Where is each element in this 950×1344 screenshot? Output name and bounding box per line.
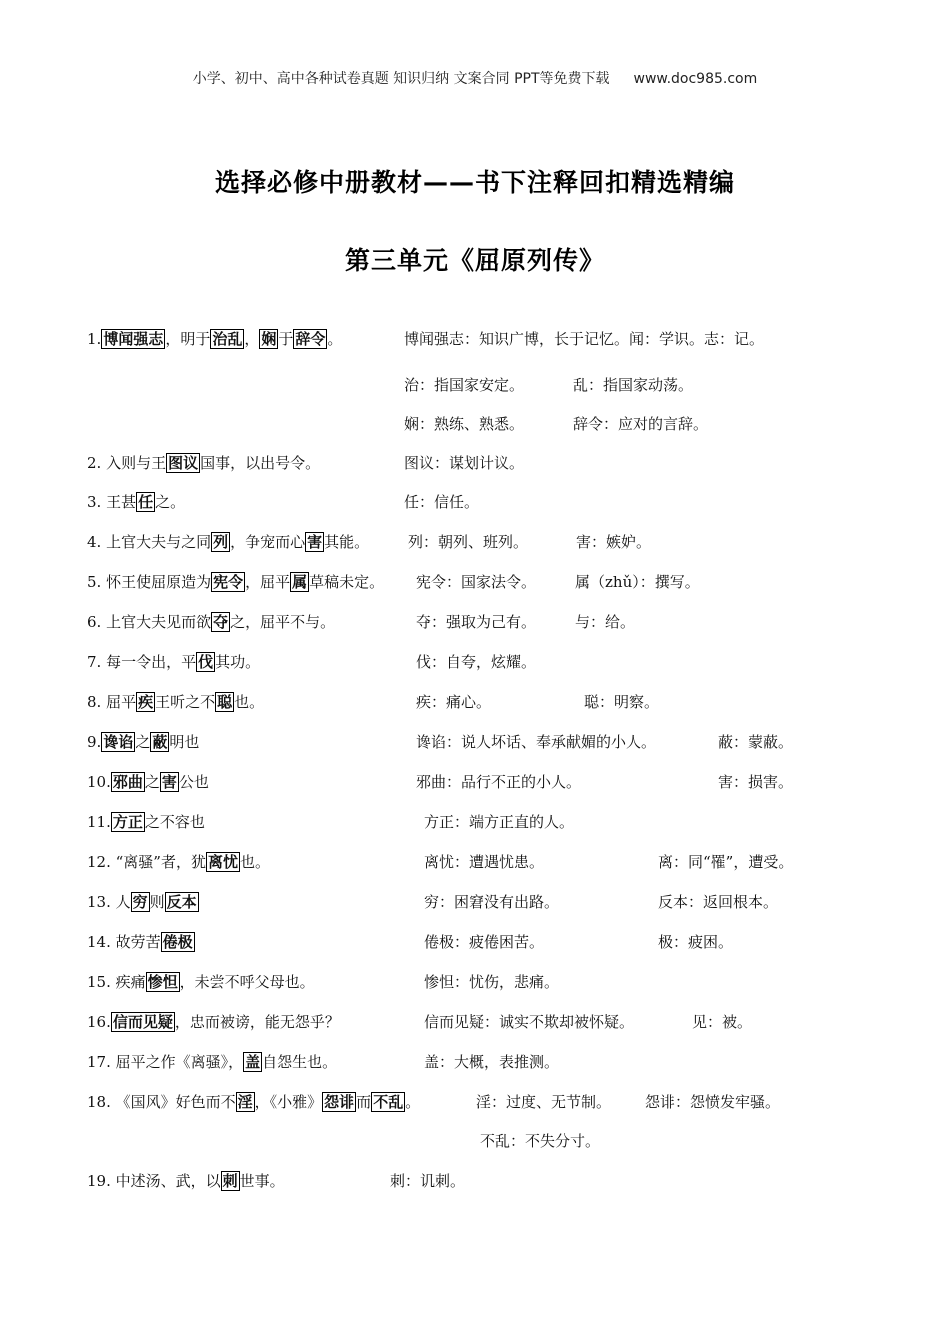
note-16a: 信而见疑：诚实不欺却被怀疑。	[424, 1013, 635, 1031]
boxed-keyword: 博闻强志	[103, 330, 164, 348]
item-4	[87, 532, 369, 552]
document-subtitle: 第三单元《屈原列传》	[344, 246, 605, 275]
item-text: 4. 上官大夫与之同	[87, 533, 212, 551]
note-14a: 倦极：疲倦困苦。	[424, 933, 545, 951]
item-text: 其功。	[215, 653, 261, 671]
boxed-keyword: 邪曲	[112, 773, 143, 791]
item-5	[87, 572, 384, 592]
boxed-keyword: 怨诽	[324, 1093, 355, 1111]
item-text: 其能。	[324, 533, 370, 551]
item-text: 。	[327, 330, 343, 348]
boxed-keyword: 淫	[237, 1093, 253, 1111]
note-13a: 穷：困窘没有出路。	[424, 893, 560, 911]
item-7	[87, 652, 260, 672]
header-text: 小学、初中、高中各种试卷真题 知识归纳 文案合同 PPT等免费下载	[192, 71, 610, 87]
item-text: 11.	[87, 813, 111, 831]
note-9b: 蔽：蒙蔽。	[718, 733, 794, 751]
boxed-keyword: 谗谄	[103, 733, 134, 751]
note-8a: 疾：痛心。	[416, 693, 492, 711]
item-text: 之不容也	[144, 813, 205, 831]
note-1c: 乱：指国家动荡。	[573, 376, 694, 394]
item-1	[87, 329, 342, 349]
item-12	[87, 852, 270, 872]
note-18b: 怨诽：怨愤发牢骚。	[645, 1093, 781, 1111]
item-text: ，争宠而心	[230, 533, 306, 551]
item-text: 5. 怀王使屈原造为	[87, 573, 212, 591]
item-text: 13. 人	[87, 893, 131, 911]
note-3: 任：信任。	[404, 493, 480, 511]
note-12b: 离：同“罹”，遭受。	[658, 853, 794, 871]
item-text: 王听之不	[155, 693, 216, 711]
item-19	[87, 1171, 285, 1191]
item-17	[87, 1052, 337, 1072]
note-19: 刺：讥刺。	[390, 1172, 466, 1190]
item-text: ，《小雅》	[254, 1093, 323, 1111]
note-10b: 害：损害。	[718, 773, 794, 791]
note-6a: 夺：强取为己有。	[416, 613, 537, 631]
note-4a: 列：朝列、班列。	[408, 533, 529, 551]
item-text: 之。	[155, 493, 186, 511]
note-8b: 聪：明察。	[584, 693, 660, 711]
note-1b: 治：指国家安定。	[404, 376, 525, 394]
item-11	[87, 812, 205, 832]
boxed-keyword: 娴	[261, 330, 277, 348]
item-3	[87, 492, 185, 512]
boxed-keyword: 图议	[168, 454, 199, 472]
note-16b: 见：被。	[692, 1013, 753, 1031]
header-url[interactable]: www.doc985.com	[633, 71, 758, 87]
item-text: 16.	[87, 1013, 111, 1031]
item-text: 也。	[239, 853, 270, 871]
item-text: 而	[356, 1093, 372, 1111]
item-text: 2. 入则与王	[87, 454, 167, 472]
item-text: 国事，以出号令。	[200, 454, 321, 472]
boxed-keyword: 穷	[132, 893, 148, 911]
item-text: ，明于	[165, 330, 211, 348]
item-16	[87, 1012, 340, 1032]
item-text: 7. 每一令出，平	[87, 653, 197, 671]
item-text: 15. 疾痛	[87, 973, 146, 991]
item-text: 世事。	[239, 1172, 285, 1190]
item-8	[87, 692, 264, 712]
item-6	[87, 612, 335, 632]
item-text: 10.	[87, 773, 111, 791]
note-13b: 反本：返回根本。	[658, 893, 779, 911]
note-1e: 辞令：应对的言辞。	[573, 415, 709, 433]
item-text: 也。	[234, 693, 265, 711]
item-text: 6. 上官大夫见而欲	[87, 613, 212, 631]
boxed-keyword: 刺	[222, 1172, 238, 1190]
boxed-keyword: 盖	[245, 1053, 261, 1071]
item-text: 于	[278, 330, 294, 348]
item-text: 19. 中述汤、武，以	[87, 1172, 221, 1190]
item-text: 18. 《国风》好色而不	[87, 1093, 236, 1111]
boxed-keyword: 疾	[138, 693, 154, 711]
item-text: ，忠而被谤，能无怨乎？	[174, 1013, 340, 1031]
note-5b: 属（zhǔ）：撰写。	[575, 573, 700, 591]
item-text: ，	[244, 330, 260, 348]
boxed-keyword: 辞令	[295, 330, 326, 348]
item-18	[87, 1092, 420, 1112]
item-text: 。	[405, 1093, 421, 1111]
item-text: 9.	[87, 733, 102, 751]
boxed-keyword: 害	[307, 533, 323, 551]
note-5a: 宪令：国家法令。	[416, 573, 537, 591]
note-11: 方正：端方正直的人。	[424, 813, 575, 831]
note-7: 伐：自夸，炫耀。	[416, 653, 537, 671]
item-text: 明也	[169, 733, 200, 751]
note-15: 惨怛：忧伤，悲痛。	[424, 973, 560, 991]
item-text: 12. “离骚”者，犹	[87, 853, 206, 871]
item-text: 之	[135, 733, 151, 751]
boxed-keyword: 任	[138, 493, 154, 511]
boxed-keyword: 惨怛	[147, 973, 178, 991]
item-text: 之	[144, 773, 160, 791]
item-2	[87, 453, 320, 473]
boxed-keyword: 伐	[198, 653, 214, 671]
item-9	[87, 732, 199, 752]
boxed-keyword: 信而见疑	[112, 1013, 173, 1031]
page-header	[0, 68, 950, 88]
note-1d: 娴：熟练、熟悉。	[404, 415, 525, 433]
boxed-keyword: 列	[213, 533, 229, 551]
note-14b: 极：疲困。	[658, 933, 734, 951]
item-14	[87, 932, 195, 952]
item-text: 3. 王甚	[87, 493, 137, 511]
item-text: 则	[149, 893, 165, 911]
item-text: 草稿未定。	[309, 573, 385, 591]
item-text: ，屈平	[245, 573, 291, 591]
boxed-keyword: 蔽	[152, 733, 168, 751]
item-text: 14. 故劳苦	[87, 933, 161, 951]
note-17: 盖：大概，表推测。	[424, 1053, 560, 1071]
note-10a: 邪曲：品行不正的小人。	[416, 773, 582, 791]
item-text: 17. 屈平之作《离骚》，	[87, 1053, 244, 1071]
note-1a: 博闻强志：知识广博，长于记忆。闻：学识。志：记。	[404, 330, 765, 348]
boxed-keyword: 夺	[213, 613, 229, 631]
note-4b: 害：嫉妒。	[576, 533, 652, 551]
note-18c: 不乱：不失分寸。	[480, 1132, 601, 1150]
item-text: 之，屈平不与。	[230, 613, 336, 631]
item-13	[87, 892, 199, 912]
note-9a: 谗谄：说人坏话、奉承献媚的小人。	[416, 733, 657, 751]
item-10	[87, 772, 209, 792]
note-6b: 与：给。	[575, 613, 636, 631]
boxed-keyword: 离忧	[207, 853, 238, 871]
note-12a: 离忧：遭遇忧患。	[424, 853, 545, 871]
boxed-keyword: 倦极	[162, 933, 193, 951]
boxed-keyword: 治乱	[212, 330, 243, 348]
item-text: ，未尝不呼父母也。	[179, 973, 315, 991]
boxed-keyword: 反本	[166, 893, 197, 911]
boxed-keyword: 聪	[217, 693, 233, 711]
item-text: 公也	[178, 773, 209, 791]
item-text: 自怨生也。	[262, 1053, 338, 1071]
boxed-keyword: 属	[292, 573, 308, 591]
note-2: 图议：谋划计议。	[404, 454, 525, 472]
boxed-keyword: 不乱	[373, 1093, 404, 1111]
boxed-keyword: 方正	[112, 813, 143, 831]
item-text: 8. 屈平	[87, 693, 137, 711]
item-15	[87, 972, 315, 992]
note-18a: 淫：过度、无节制。	[476, 1093, 612, 1111]
document-title: 选择必修中册教材——书下注释回扣精选精编	[214, 168, 735, 197]
item-text: 1.	[87, 330, 102, 348]
boxed-keyword: 害	[161, 773, 177, 791]
boxed-keyword: 宪令	[213, 573, 244, 591]
